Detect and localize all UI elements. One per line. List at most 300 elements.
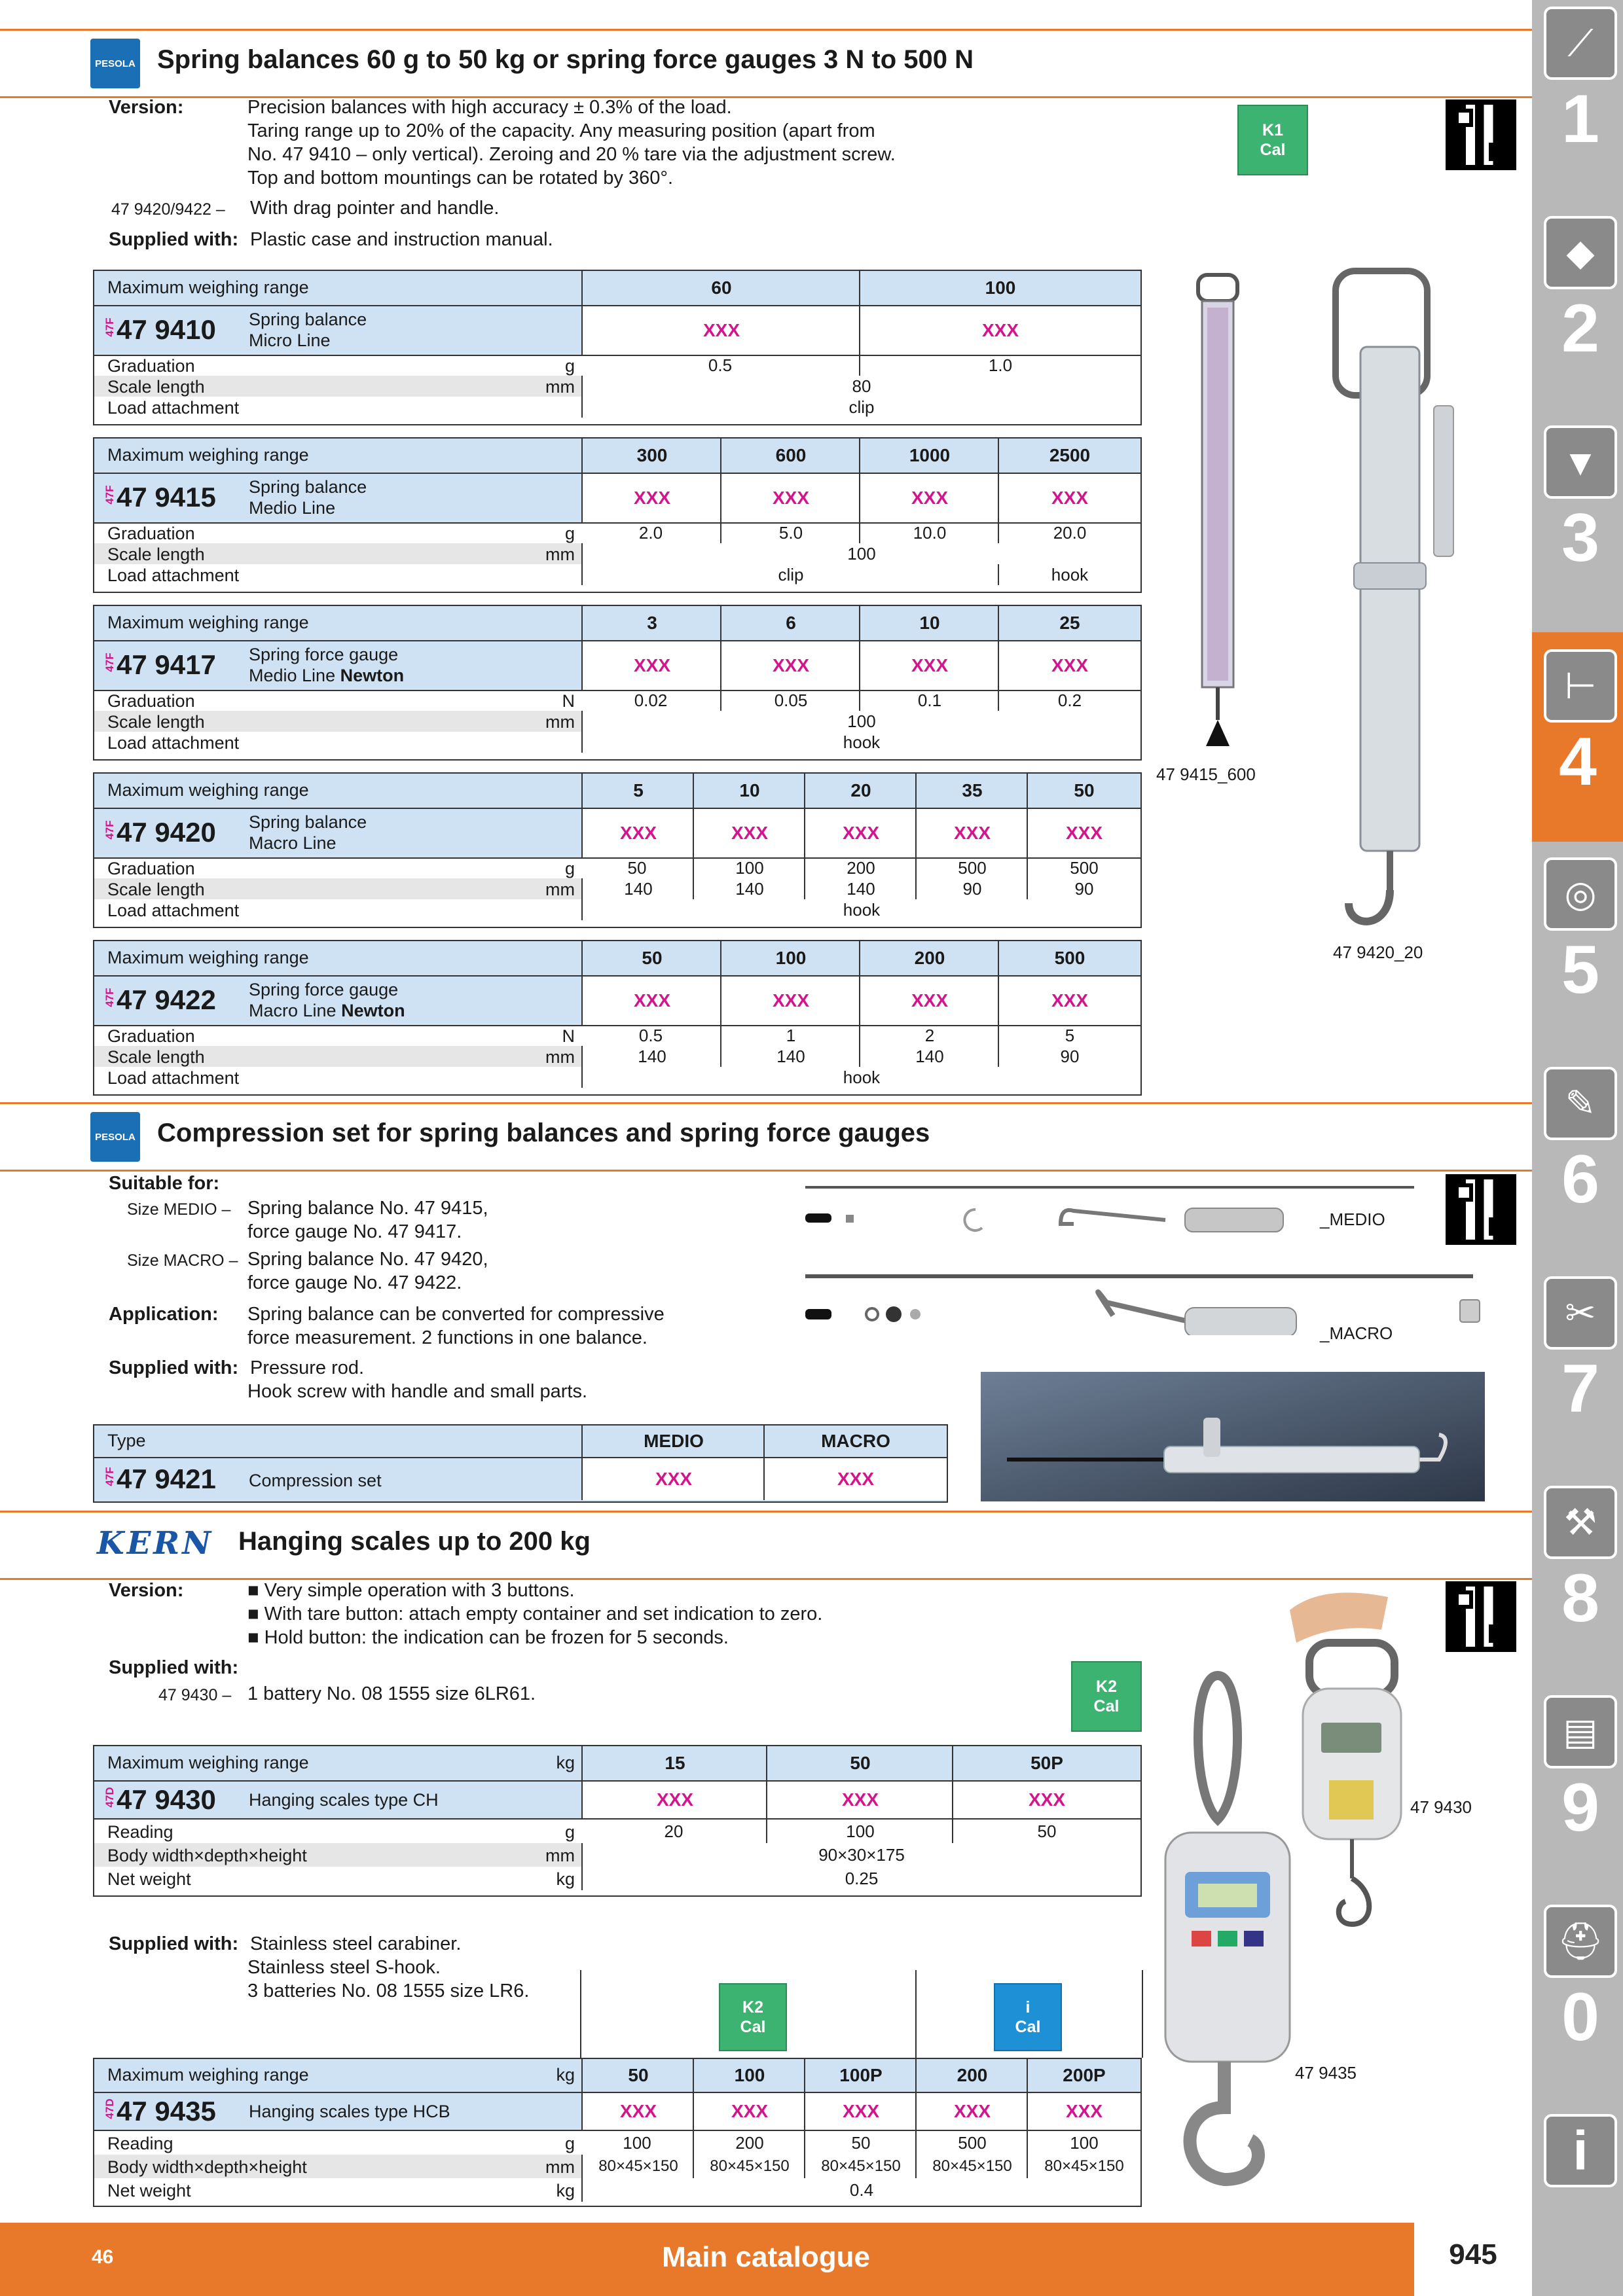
product-table-479415 bbox=[93, 437, 1142, 593]
info-cal-badge bbox=[994, 1983, 1062, 2051]
price-cell[interactable]: XXX bbox=[859, 474, 999, 522]
price-cell[interactable]: XXX bbox=[720, 474, 860, 522]
supplied-label: Supplied with: bbox=[109, 1657, 239, 1678]
graduation-value: 500 bbox=[915, 857, 1028, 878]
load-attachment-value: hook bbox=[581, 899, 1140, 920]
scale-length-value: 140 bbox=[581, 878, 694, 899]
chapter-tab-8[interactable] bbox=[1544, 1486, 1617, 1638]
product-table-479420 bbox=[93, 772, 1142, 928]
note-code: 47 9420/9422 – bbox=[111, 200, 225, 219]
price-cell[interactable]: XXX bbox=[720, 977, 860, 1025]
chapter-tab-number: 8 bbox=[1561, 1560, 1599, 1636]
cal-badge-row bbox=[580, 1970, 1143, 2058]
supplied-text: Stainless steel carabiner. bbox=[250, 1933, 462, 1954]
price-cell[interactable]: XXX bbox=[581, 1458, 765, 1500]
scale-length-label: Scale length bbox=[107, 712, 205, 732]
price-cell[interactable]: XXX bbox=[998, 977, 1140, 1025]
load-attachment-label: Load attachment bbox=[107, 733, 240, 753]
scale-length-label: Scale length bbox=[107, 1047, 205, 1067]
chapter-tab-number: 1 bbox=[1561, 81, 1599, 157]
section-header-spring-balances bbox=[0, 29, 1532, 98]
range-col: 20 bbox=[804, 774, 917, 808]
range-col: 100P bbox=[804, 2059, 917, 2092]
article-name: Spring balance bbox=[249, 310, 367, 329]
range-label: Maximum weighing range bbox=[107, 780, 309, 800]
product-table-479422 bbox=[93, 940, 1142, 1096]
range-col: 50 bbox=[766, 1746, 953, 1780]
load-attachment-label: Load attachment bbox=[107, 398, 240, 418]
footer bbox=[0, 2223, 1532, 2296]
photo-caption: 47 9420_20 bbox=[1333, 942, 1423, 962]
article-prefix: 47F bbox=[103, 988, 116, 1007]
graduation-value: 2.0 bbox=[638, 522, 663, 543]
range-col: 2500 bbox=[998, 439, 1140, 473]
range-label: Maximum weighing range bbox=[107, 445, 309, 465]
supplied-label: Supplied with: bbox=[109, 1357, 239, 1378]
range-col: 25 bbox=[998, 606, 1140, 640]
supplied-text: Plastic case and instruction manual. bbox=[250, 229, 553, 250]
workshop-icon: ⚒ bbox=[1544, 1486, 1617, 1559]
scale-length-value: 140 bbox=[581, 1046, 721, 1067]
product-table-479430 bbox=[93, 1745, 1142, 1897]
spring-balance-micro-photo bbox=[1165, 262, 1270, 759]
reading-label: Reading bbox=[107, 2134, 173, 2153]
graduation-label: Graduation bbox=[107, 691, 195, 711]
scale-length-value: 90 bbox=[1027, 878, 1140, 899]
footer-title: Main catalogue bbox=[662, 2241, 870, 2273]
scale-length-label: Scale length bbox=[107, 880, 205, 899]
pesola-logo: PESOLA bbox=[90, 1112, 140, 1162]
product-table-479435 bbox=[93, 2058, 1142, 2207]
article-name: Spring balance bbox=[249, 477, 367, 497]
chapter-tab-bar bbox=[1532, 0, 1623, 2296]
range-label: Maximum weighing range bbox=[107, 948, 309, 967]
scale-length-value: 140 bbox=[804, 878, 917, 899]
application-text: Spring balance can be converted for compressive bbox=[247, 1304, 665, 1325]
net-weight-unit: kg bbox=[556, 1869, 575, 1889]
graduation-value: 20.0 bbox=[998, 522, 1140, 543]
article-name: Spring force gauge bbox=[249, 980, 399, 999]
type-col: MACRO bbox=[763, 1426, 947, 1457]
supplied-text: Pressure rod. bbox=[250, 1357, 365, 1378]
reading-value: 500 bbox=[915, 2131, 1028, 2155]
cal-badge-text: Cal bbox=[1093, 1697, 1120, 1715]
range-unit: kg bbox=[556, 2065, 575, 2085]
price-cell[interactable]: XXX bbox=[720, 641, 860, 690]
load-attachment-value: hook bbox=[581, 732, 1140, 753]
cal-badge-text: Cal bbox=[1260, 141, 1286, 159]
compression-set-assembled-photo bbox=[981, 1372, 1485, 1501]
size-macro-text: force gauge No. 47 9422. bbox=[247, 1272, 462, 1293]
price-cell[interactable]: XXX bbox=[1027, 809, 1140, 857]
price-cell[interactable]: XXX bbox=[581, 474, 721, 522]
size-medio-text: force gauge No. 47 9417. bbox=[247, 1221, 462, 1242]
suitable-label: Suitable for: bbox=[109, 1173, 220, 1194]
graduation-value: 100 bbox=[693, 857, 805, 878]
range-col: 300 bbox=[581, 439, 721, 473]
price-cell[interactable]: XXX bbox=[581, 1782, 767, 1818]
body-dimensions-value: 80×45×150 bbox=[693, 2155, 805, 2178]
cal-badge-text: Cal bbox=[740, 2018, 766, 2036]
chapter-tab-number: 6 bbox=[1561, 1141, 1599, 1217]
net-weight-unit: kg bbox=[556, 2181, 575, 2200]
kern-logo: KERN bbox=[97, 1525, 214, 1562]
graduation-value: 10.0 bbox=[859, 522, 999, 543]
application-label: Application: bbox=[109, 1304, 219, 1325]
version-bullet: ■ Hold button: the indication can be frozen for 5 seconds. bbox=[247, 1627, 729, 1648]
range-label: Maximum weighing range bbox=[107, 1753, 309, 1772]
graduation-unit: g bbox=[564, 859, 575, 878]
graduation-label: Graduation bbox=[107, 356, 195, 376]
section-title: Spring balances 60 g to 50 kg or spring force gauges 3 N to 500 N bbox=[157, 45, 974, 74]
pliers-icon: ✂ bbox=[1544, 1276, 1617, 1350]
version-label: Version: bbox=[109, 97, 184, 118]
range-col: 60 bbox=[581, 271, 860, 305]
range-col: 200P bbox=[1027, 2059, 1140, 2092]
load-attachment-value: clip bbox=[581, 397, 1140, 418]
article-code: 47 9430 bbox=[117, 1784, 216, 1815]
price-cell[interactable]: XXX bbox=[915, 809, 1028, 857]
price-cell[interactable]: XXX bbox=[581, 977, 721, 1025]
qr-code-icon[interactable] bbox=[1446, 1174, 1516, 1245]
article-prefix: 47F bbox=[103, 653, 116, 672]
qr-code-icon[interactable] bbox=[1446, 1581, 1516, 1652]
price-cell[interactable]: XXX bbox=[763, 1458, 947, 1500]
scale-length-value: 100 bbox=[581, 543, 1140, 564]
graduation-value: 0.5 bbox=[708, 355, 733, 375]
version-line: Top and bottom mountings can be rotated by 360°. bbox=[247, 168, 674, 188]
product-table-479410 bbox=[93, 270, 1142, 425]
range-col: 5 bbox=[581, 774, 694, 808]
photo-caption: _MEDIO bbox=[1320, 1210, 1385, 1229]
supplied-label: Supplied with: bbox=[109, 229, 239, 250]
article-name: Hanging scales type CH bbox=[249, 1790, 439, 1810]
range-col: 500 bbox=[998, 941, 1140, 975]
scale-length-value: 80 bbox=[581, 376, 1140, 397]
article-name: Macro Line bbox=[249, 833, 337, 853]
graduation-value: 1 bbox=[720, 1025, 860, 1046]
graduation-value: 5 bbox=[998, 1025, 1140, 1046]
chapter-tab-1[interactable] bbox=[1544, 7, 1617, 158]
chapter-tab-number: 4 bbox=[1559, 724, 1597, 800]
range-col: 200 bbox=[859, 941, 999, 975]
chapter-tab-5[interactable] bbox=[1544, 857, 1617, 1009]
insert-icon: ◆ bbox=[1544, 216, 1617, 289]
graduation-value: 0.05 bbox=[720, 690, 860, 711]
price-cell[interactable]: XXX bbox=[581, 809, 694, 857]
scale-length-unit: mm bbox=[545, 1047, 575, 1067]
article-name bbox=[249, 665, 404, 686]
price-cell[interactable]: XXX bbox=[859, 641, 999, 690]
range-label: Maximum weighing range bbox=[107, 278, 309, 297]
body-dimensions-unit: mm bbox=[545, 1846, 575, 1865]
article-prefix: 47F bbox=[103, 820, 116, 840]
net-weight-label: Net weight bbox=[107, 1869, 191, 1889]
chapter-tab-number: 3 bbox=[1561, 500, 1599, 576]
price-cell[interactable]: XXX bbox=[998, 641, 1140, 690]
graduation-value: 1.0 bbox=[859, 355, 1140, 376]
reading-unit: g bbox=[564, 2134, 575, 2153]
net-weight-label: Net weight bbox=[107, 2181, 191, 2200]
chapter-tab-6[interactable] bbox=[1544, 1067, 1617, 1219]
cal-badge-code: i bbox=[1025, 1998, 1030, 2017]
scale-length-value: 140 bbox=[859, 1046, 999, 1067]
price-cell[interactable]: XXX bbox=[804, 2093, 917, 2130]
hanging-scale-hcb-photo bbox=[1152, 1662, 1309, 2212]
price-cell[interactable]: XXX bbox=[915, 2093, 1028, 2130]
reading-value: 200 bbox=[693, 2131, 805, 2155]
scale-length-unit: mm bbox=[545, 545, 575, 564]
section-header-compression-set bbox=[0, 1102, 1532, 1172]
size-macro-text: Spring balance No. 47 9420, bbox=[247, 1249, 488, 1270]
supplied-text: Stainless steel S-hook. bbox=[247, 1957, 441, 1978]
range-col: 3 bbox=[581, 606, 721, 640]
size-macro-label: Size MACRO – bbox=[127, 1251, 238, 1270]
graduation-value: 5.0 bbox=[720, 522, 860, 543]
version-line: Taring range up to 20% of the capacity. Any measuring position (apart from bbox=[247, 120, 875, 141]
article-prefix: 47F bbox=[103, 485, 116, 505]
supplied-label: Supplied with: bbox=[109, 1933, 239, 1954]
supplied-text: 3 batteries No. 08 1555 size LR6. bbox=[247, 1981, 530, 2001]
article-name: Spring force gauge bbox=[249, 645, 399, 664]
scale-length-value: 90 bbox=[998, 1046, 1140, 1067]
version-bullet: ■ Very simple operation with 3 buttons. bbox=[247, 1580, 575, 1601]
article-code: 47 9435 bbox=[117, 2096, 216, 2126]
k1-cal-badge bbox=[1237, 105, 1308, 175]
net-weight-value: 0.4 bbox=[581, 2178, 1140, 2202]
article-code: 47 9417 bbox=[117, 649, 216, 680]
price-cell[interactable]: XXX bbox=[581, 306, 860, 355]
article-prefix: 47F bbox=[103, 1467, 116, 1486]
price-cell[interactable]: XXX bbox=[998, 474, 1140, 522]
range-label: Maximum weighing range bbox=[107, 2065, 309, 2085]
footer-page-left: 46 bbox=[92, 2246, 114, 2268]
range-col: 1000 bbox=[859, 439, 999, 473]
range-col: 6 bbox=[720, 606, 860, 640]
type-label: Type bbox=[107, 1431, 146, 1450]
body-dimensions-value: 90×30×175 bbox=[581, 1843, 1140, 1867]
chapter-tab-number: 2 bbox=[1561, 291, 1599, 367]
k2-cal-badge bbox=[719, 1983, 787, 2051]
article-name: Medio Line bbox=[249, 498, 336, 518]
range-col: 200 bbox=[915, 2059, 1028, 2092]
size-medio-text: Spring balance No. 47 9415, bbox=[247, 1198, 488, 1219]
supplied-text: 1 battery No. 08 1555 size 6LR61. bbox=[247, 1683, 536, 1704]
article-code: 47 9415 bbox=[117, 482, 216, 512]
article-name-bold: Newton bbox=[340, 666, 405, 685]
article-code: 47 9420 bbox=[117, 817, 216, 848]
supplied-text: Hook screw with handle and small parts. bbox=[247, 1381, 588, 1402]
body-dimensions-unit: mm bbox=[545, 2157, 575, 2177]
reading-value: 100 bbox=[623, 2132, 651, 2153]
version-bullet: ■ With tare button: attach empty container and set indication to zero. bbox=[247, 1604, 823, 1624]
scale-length-unit: mm bbox=[545, 377, 575, 397]
reading-value: 100 bbox=[1027, 2131, 1140, 2155]
article-code: 47 9422 bbox=[117, 984, 216, 1015]
range-col: 100 bbox=[859, 271, 1140, 305]
graduation-value: 200 bbox=[804, 857, 917, 878]
body-dimensions-value: 80×45×150 bbox=[804, 2155, 917, 2178]
price-cell[interactable]: XXX bbox=[693, 2093, 805, 2130]
chapter-tab-number: 5 bbox=[1561, 932, 1599, 1008]
price-cell[interactable]: XXX bbox=[1027, 2093, 1140, 2130]
chapter-tab-info[interactable] bbox=[1544, 2114, 1617, 2187]
article-name: Micro Line bbox=[249, 331, 331, 350]
range-col: 10 bbox=[693, 774, 805, 808]
article-prefix: 47D bbox=[103, 2098, 116, 2119]
safety-equipment-icon: ⛑ bbox=[1544, 1905, 1617, 1978]
graduation-value: 0.1 bbox=[859, 690, 999, 711]
compression-set-parts-photo bbox=[799, 1178, 1493, 1335]
graduation-unit: g bbox=[564, 356, 575, 376]
cabinet-icon: ▤ bbox=[1544, 1695, 1617, 1768]
cal-badge-code: K2 bbox=[742, 1998, 763, 2017]
chapter-tab-7[interactable] bbox=[1544, 1276, 1617, 1428]
graduation-label: Graduation bbox=[107, 1026, 195, 1046]
section-title: Hanging scales up to 200 kg bbox=[238, 1527, 591, 1556]
product-table-479417 bbox=[93, 605, 1142, 761]
photo-caption: 47 9415_600 bbox=[1156, 764, 1256, 784]
reading-value: 50 bbox=[804, 2131, 917, 2155]
article-prefix: 47F bbox=[103, 317, 116, 337]
article-code: 47 9421 bbox=[117, 1463, 216, 1494]
load-attachment-value: clip bbox=[581, 564, 999, 585]
pesola-logo: PESOLA bbox=[90, 39, 140, 88]
range-col: 10 bbox=[859, 606, 999, 640]
scale-length-value: 100 bbox=[581, 711, 1140, 732]
load-attachment-value: hook bbox=[998, 564, 1140, 585]
hand-tools-icon: ✎ bbox=[1544, 1067, 1617, 1140]
price-cell[interactable]: XXX bbox=[952, 1782, 1140, 1818]
price-cell[interactable]: XXX bbox=[693, 809, 805, 857]
range-col: 35 bbox=[915, 774, 1028, 808]
info-icon: i bbox=[1544, 2114, 1617, 2187]
reading-value: 50 bbox=[952, 1820, 1140, 1843]
scale-length-unit: mm bbox=[545, 880, 575, 899]
cal-badge-text: Cal bbox=[1015, 2018, 1041, 2036]
scale-length-value: 140 bbox=[693, 878, 805, 899]
graduation-label: Graduation bbox=[107, 524, 195, 543]
range-label: Maximum weighing range bbox=[107, 613, 309, 632]
version-line: No. 47 9410 – only vertical). Zeroing and 20 % tare via the adjustment screw. bbox=[247, 144, 896, 165]
article-name: Spring balance bbox=[249, 812, 367, 832]
price-cell[interactable]: XXX bbox=[804, 809, 917, 857]
version-label: Version: bbox=[109, 1580, 184, 1601]
body-dimensions-value: 80×45×150 bbox=[581, 2155, 694, 2178]
photo-caption: 47 9430 bbox=[1410, 1797, 1472, 1817]
range-col: 50P bbox=[952, 1746, 1140, 1780]
range-col: 15 bbox=[581, 1746, 767, 1780]
spring-balance-macro-photo bbox=[1322, 262, 1480, 942]
price-cell[interactable]: XXX bbox=[581, 2093, 694, 2130]
photo-caption: 47 9435 bbox=[1295, 2063, 1357, 2083]
scale-length-unit: mm bbox=[545, 712, 575, 732]
reading-value: 100 bbox=[766, 1820, 953, 1843]
range-col: 100 bbox=[720, 941, 860, 975]
chapter-tab-number: 7 bbox=[1561, 1351, 1599, 1427]
price-cell[interactable]: XXX bbox=[581, 641, 721, 690]
article-name: Compression set bbox=[249, 1471, 382, 1490]
chapter-tab-number: 9 bbox=[1561, 1770, 1599, 1846]
scale-length-label: Scale length bbox=[107, 545, 205, 564]
saw-blade-icon: ◎ bbox=[1544, 857, 1617, 931]
cal-badge-code: K1 bbox=[1262, 121, 1283, 139]
note-text: With drag pointer and handle. bbox=[250, 198, 500, 219]
qr-code-icon[interactable] bbox=[1446, 99, 1516, 170]
range-col: 50 bbox=[581, 941, 721, 975]
reading-unit: g bbox=[564, 1822, 575, 1842]
graduation-value: 0.02 bbox=[634, 690, 668, 710]
price-cell[interactable]: XXX bbox=[859, 977, 999, 1025]
article-name-line: Macro Line bbox=[249, 1001, 342, 1020]
article-name: Hanging scales type HCB bbox=[249, 2102, 450, 2121]
supplied-code: 47 9430 – bbox=[158, 1686, 232, 1704]
chapter-tab-9[interactable] bbox=[1544, 1695, 1617, 1847]
graduation-unit: N bbox=[562, 1026, 575, 1046]
graduation-value: 0.5 bbox=[638, 1025, 663, 1045]
product-table-479421 bbox=[93, 1424, 948, 1503]
page-number: 945 bbox=[1449, 2238, 1497, 2270]
graduation-value: 50 bbox=[627, 857, 647, 878]
reading-label: Reading bbox=[107, 1822, 173, 1842]
price-cell[interactable]: XXX bbox=[766, 1782, 953, 1818]
range-col: 100 bbox=[693, 2059, 805, 2092]
load-attachment-value: hook bbox=[581, 1067, 1140, 1088]
net-weight-value: 0.25 bbox=[581, 1867, 1140, 1890]
body-dimensions-label: Body width×depth×height bbox=[107, 2157, 307, 2177]
k2-cal-badge bbox=[1071, 1661, 1142, 1732]
size-medio-label: Size MEDIO – bbox=[127, 1200, 231, 1219]
chapter-tab-2[interactable] bbox=[1544, 216, 1617, 368]
scale-length-label: Scale length bbox=[107, 377, 205, 397]
application-text: force measurement. 2 functions in one balance. bbox=[247, 1327, 647, 1348]
article-name-line: Medio Line bbox=[249, 666, 340, 685]
body-dimensions-value: 80×45×150 bbox=[1027, 2155, 1140, 2178]
article-code: 47 9410 bbox=[117, 314, 216, 345]
chapter-tab-0[interactable] bbox=[1544, 1905, 1617, 2056]
body-dimensions-value: 80×45×150 bbox=[915, 2155, 1028, 2178]
range-col: 50 bbox=[1027, 774, 1140, 808]
section-header-hanging-scales bbox=[0, 1511, 1532, 1580]
reading-value: 20 bbox=[664, 1821, 684, 1841]
load-attachment-label: Load attachment bbox=[107, 565, 240, 585]
scale-length-value: 140 bbox=[720, 1046, 860, 1067]
graduation-value: 0.2 bbox=[998, 690, 1140, 711]
photo-caption: _MACRO bbox=[1320, 1323, 1393, 1343]
section-title: Compression set for spring balances and spring force gauges bbox=[157, 1119, 930, 1147]
cal-badge-code: K2 bbox=[1096, 1677, 1117, 1696]
chapter-tab-3[interactable] bbox=[1544, 425, 1617, 577]
load-attachment-label: Load attachment bbox=[107, 1068, 240, 1088]
graduation-label: Graduation bbox=[107, 859, 195, 878]
chapter-tab-4[interactable] bbox=[1532, 632, 1623, 842]
scale-length-value: 90 bbox=[915, 878, 1028, 899]
graduation-unit: N bbox=[562, 691, 575, 711]
page-number-box bbox=[1414, 2223, 1532, 2296]
tool-holder-icon: ▼ bbox=[1544, 425, 1617, 499]
type-col: MEDIO bbox=[581, 1426, 765, 1457]
range-col: 600 bbox=[720, 439, 860, 473]
load-attachment-label: Load attachment bbox=[107, 901, 240, 920]
graduation-unit: g bbox=[564, 524, 575, 543]
graduation-value: 2 bbox=[859, 1025, 999, 1046]
price-cell[interactable]: XXX bbox=[859, 306, 1140, 355]
chapter-tab-number: 0 bbox=[1561, 1979, 1599, 2055]
body-dimensions-label: Body width×depth×height bbox=[107, 1846, 307, 1865]
caliper-icon: ⊢ bbox=[1544, 649, 1617, 723]
article-name bbox=[249, 1000, 405, 1021]
range-unit: kg bbox=[556, 1753, 575, 1772]
